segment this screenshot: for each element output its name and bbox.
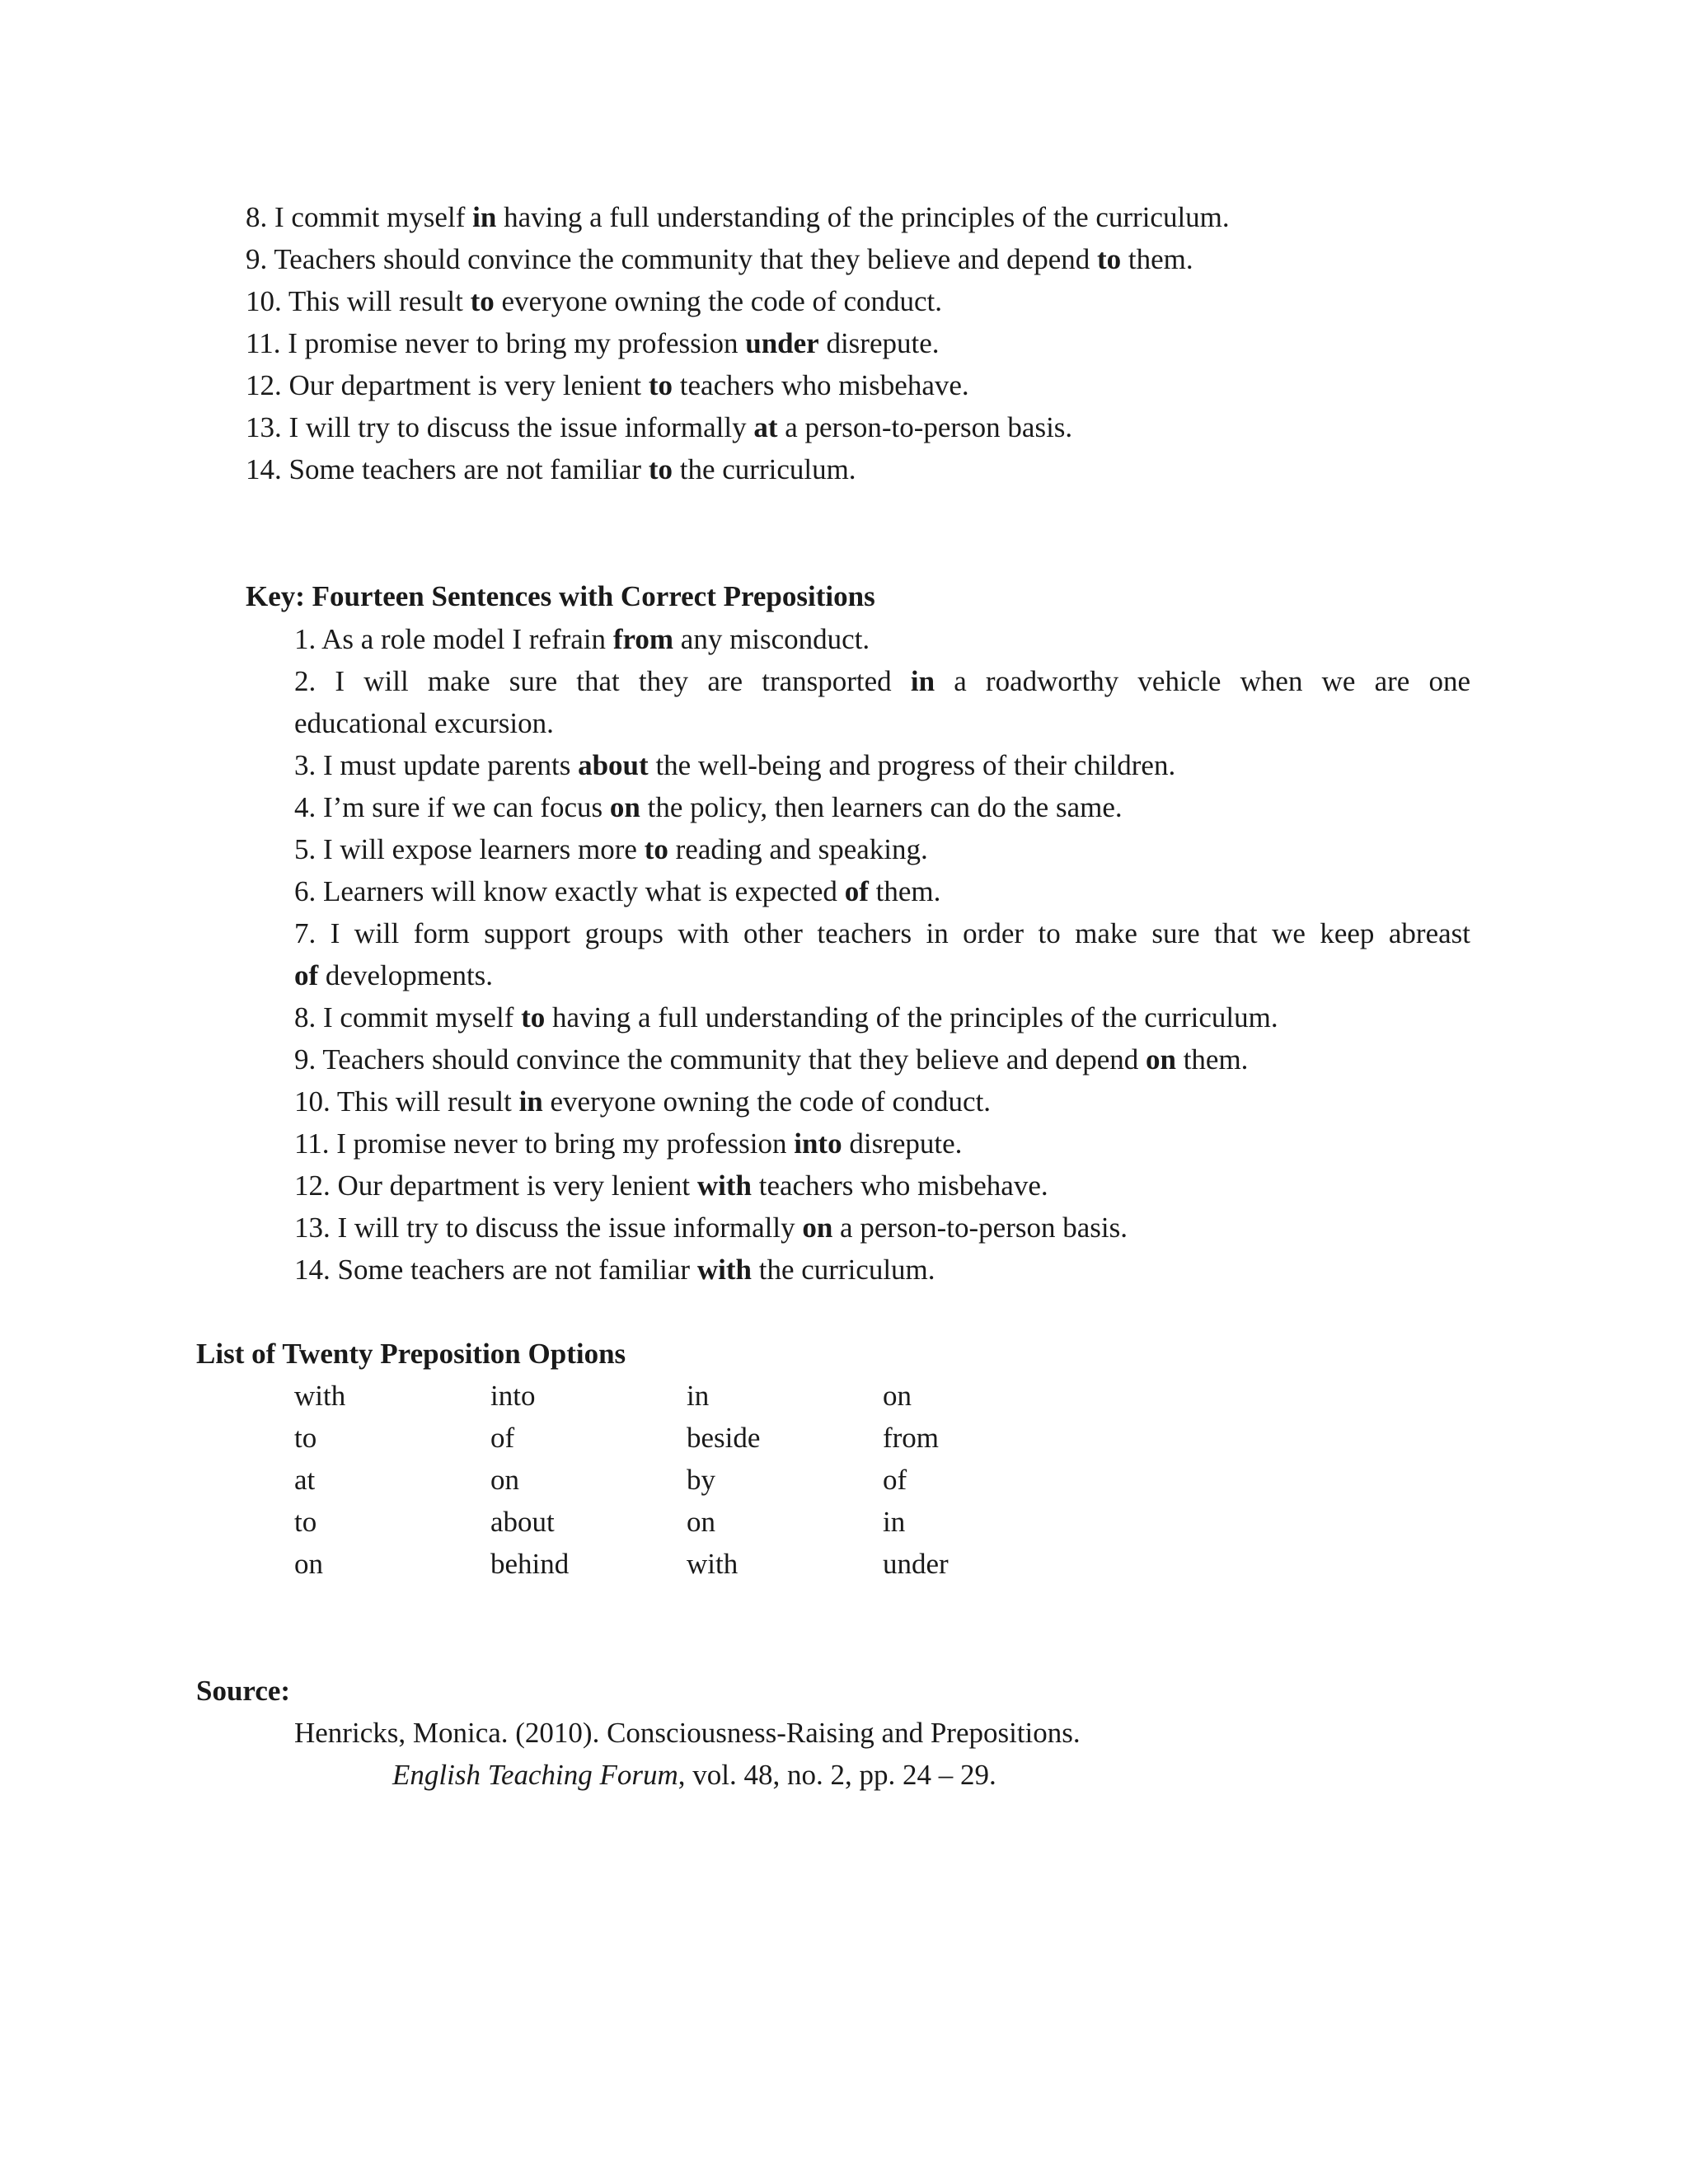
sentence-text: any misconduct. [673,623,870,655]
key-item [294,835,928,864]
preposition: to [648,369,673,401]
options-heading: List of Twenty Preposition Options [196,1338,626,1370]
key-item [294,1003,1278,1032]
key-item [294,1129,962,1158]
sentence-text: 10. This will result [246,285,471,317]
sentence-text: them. [868,875,941,907]
preposition: with [696,1254,752,1286]
key-item [294,793,1123,822]
sentence-text: 14. Some teachers are not familiar [294,1254,697,1286]
sentence-text: a person-to-person basis. [777,411,1073,443]
sentence-text: 3. I must update parents [294,749,579,781]
sentence-text: 11. I promise never to bring my profession [246,327,746,359]
sentence-text: 13. I will try to discuss the issue informally [246,411,754,443]
sentence-text: 9. Teachers should convince the community that they believe and depend [294,1043,1146,1076]
sentence-text: everyone owning the code of conduct. [494,285,943,317]
key-heading: Key: Fourteen Sentences with Correct Prepositions [246,580,875,612]
option-cell: of [883,1464,907,1496]
option-cell: on [883,1380,912,1412]
sentence-text: 8. I commit myself [246,201,473,233]
sentence-text: 11. I promise never to bring my profession [294,1127,795,1160]
preposition: from [612,623,674,655]
sentence-text: reading and speaking. [668,833,928,865]
key-item-continuation [294,961,493,990]
option-cell: of [490,1422,515,1454]
sentence-text: 1. As a role model I refrain [294,623,613,655]
key-item [294,751,1175,780]
sentence-text: 5. I will expose learners more [294,833,645,865]
option-cell: about [490,1506,555,1538]
practice-item [246,413,1072,442]
sentence-text: the policy, then learners can do the same. [640,791,1123,823]
option-cell: with [294,1380,346,1412]
key-item [294,1087,991,1116]
option-cell: with [687,1548,738,1580]
key-item [294,877,940,906]
preposition: to [470,285,495,317]
option-cell: to [294,1422,317,1454]
option-cell: to [294,1506,317,1538]
preposition: on [802,1212,833,1244]
sentence-text: educational excursion. [294,707,554,739]
preposition: under [745,327,819,359]
preposition: to [644,833,668,865]
key-item [294,1171,1048,1200]
sentence-text: teachers who misbehave. [752,1169,1048,1202]
sentence-text: 12. Our department is very lenient [294,1169,697,1202]
sentence-text: them. [1121,243,1193,275]
sentence-text: 12. Our department is very lenient [246,369,649,401]
preposition: of [844,875,869,907]
practice-item [246,371,969,400]
journal-title: English Teaching Forum [392,1759,678,1791]
key-item [294,1213,1128,1242]
option-cell: by [687,1464,715,1496]
sentence-text: 8. I commit myself [294,1001,522,1033]
citation-line [392,1760,996,1789]
sentence-text: 4. I’m sure if we can focus [294,791,610,823]
preposition: in [518,1085,543,1118]
key-item [294,1255,935,1284]
option-cell: in [883,1506,906,1538]
sentence-text: teachers who misbehave. [673,369,969,401]
sentence-text: 13. I will try to discuss the issue informally [294,1212,803,1244]
preposition: to [521,1001,546,1033]
key-item [294,625,870,654]
preposition: about [578,749,649,781]
sentence-text: 9. Teachers should convince the community that they believe and depend [246,243,1097,275]
option-cell: beside [687,1422,761,1454]
option-cell: behind [490,1548,570,1580]
sentence-text: them. [1175,1043,1249,1076]
sentence-text: 10. This will result [294,1085,519,1118]
preposition: on [1145,1043,1176,1076]
sentence-text: everyone owning the code of conduct. [542,1085,992,1118]
source-heading: Source: [196,1675,291,1707]
preposition: to [1096,243,1122,275]
sentence-text: developments. [318,959,494,991]
sentence-text: the well-being and progress of their children. [648,749,1176,781]
preposition: at [753,411,778,443]
sentence-text: the curriculum. [751,1254,935,1286]
sentence-text: a roadworthy vehicle when we are one [935,665,1471,697]
key-item [294,919,1470,948]
sentence-text: a person-to-person basis. [832,1212,1128,1244]
option-cell: on [490,1464,519,1496]
sentence-text: 7. I will form support groups with other teachers in order to make sure that we keep abreast [294,917,1470,949]
option-cell: on [687,1506,715,1538]
sentence-text: 6. Learners will know exactly what is expected [294,875,845,907]
practice-item [246,455,856,484]
citation-details: , vol. 48, no. 2, pp. 24 – 29. [678,1759,996,1791]
preposition: in [910,665,935,697]
option-cell: in [687,1380,710,1412]
option-cell: from [883,1422,940,1454]
sentence-text: having a full understanding of the principles of the curriculum. [545,1001,1278,1033]
key-item [294,1045,1248,1074]
sentence-text: the curriculum. [673,453,856,485]
citation-line: Henricks, Monica. (2010). Consciousness-Raising and Prepositions. [294,1717,1081,1749]
practice-item [246,287,942,316]
option-cell: on [294,1548,323,1580]
preposition: on [609,791,640,823]
option-cell: under [883,1548,949,1580]
preposition: with [696,1169,753,1202]
option-cell: at [294,1464,316,1496]
practice-item [246,245,1193,274]
sentence-text: disrepute. [842,1127,963,1160]
preposition: in [472,201,497,233]
practice-item [246,329,940,358]
preposition: to [648,453,673,485]
key-item-continuation [294,709,554,738]
sentence-text: having a full understanding of the principles of the curriculum. [496,201,1230,233]
sentence-text: 2. I will make sure that they are transported [294,665,911,697]
option-cell: into [490,1380,536,1412]
key-item [294,667,1470,696]
practice-item [246,203,1230,232]
sentence-text: 14. Some teachers are not familiar [246,453,649,485]
sentence-text: disrepute. [818,327,940,359]
preposition: of [294,959,319,991]
preposition: into [794,1127,842,1160]
